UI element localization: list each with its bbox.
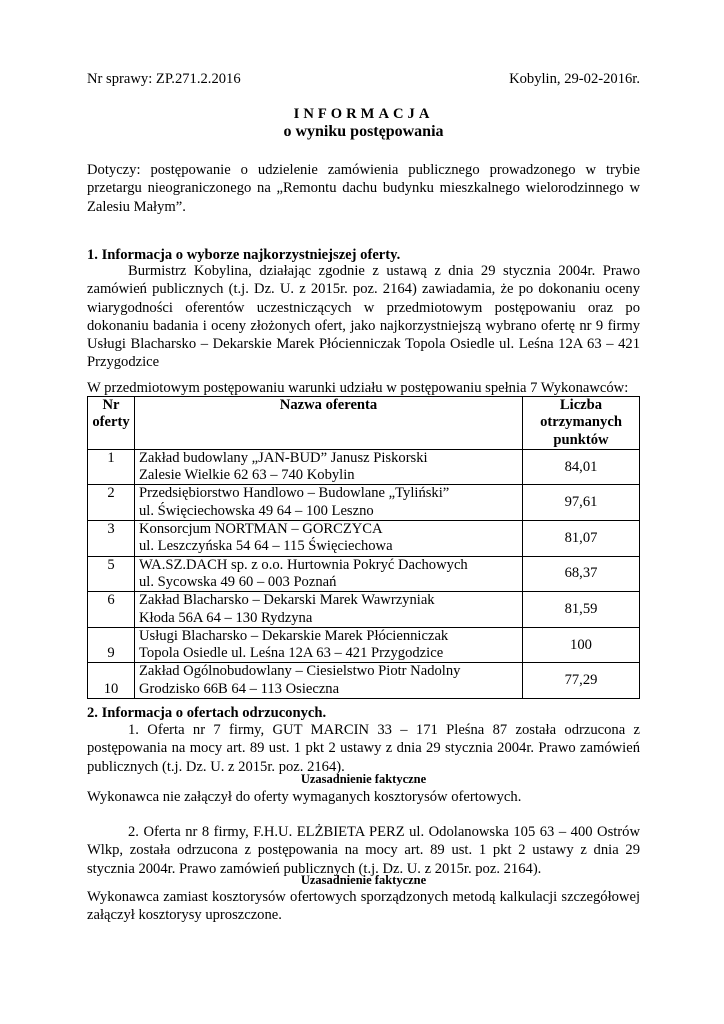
row-name: [135, 627, 523, 663]
row-name: [135, 556, 523, 592]
row-points: 68,37: [523, 556, 640, 592]
table-intro: W przedmiotowym postępowaniu warunki udziału w postępowaniu spełnia 7 Wykonawców:: [87, 380, 629, 396]
row-points: 77,29: [523, 663, 640, 699]
row-name-line2: Grodzisko 66B 64 – 113 Osieczna: [139, 680, 340, 697]
row-nr: 5: [88, 556, 135, 592]
section1-heading: 1. Informacja o wyborze najkorzystniejszej oferty.: [87, 247, 401, 263]
table-header-row: [88, 397, 640, 450]
row-nr: 1: [88, 449, 135, 485]
row-nr: 3: [88, 521, 135, 557]
row-name-line2: Zalesie Wielkie 62 63 – 740 Kobylin: [139, 467, 355, 484]
rejected-offer-1: 1. Oferta nr 7 firmy, GUT MARCIN 33 – 171 Pleśna 87 została odrzucona z postępowania na mocy art. 89 ust. 1 pkt 2 ustawy z dnia 29 stycznia 2004r. Prawo zamówień publicznych (t.j. Dz. U. z 2015r. poz. 2164).: [87, 722, 640, 775]
header-name: Nazwa oferenta: [135, 397, 523, 450]
row-nr: 2: [88, 485, 135, 521]
case-number: Nr sprawy: ZP.271.2.2016: [87, 71, 241, 87]
row-points: 100: [523, 627, 640, 663]
row-points: 97,61: [523, 485, 640, 521]
row-name-line2: ul. Święciechowska 49 64 – 100 Leszno: [139, 502, 374, 519]
row-nr: 10: [88, 663, 135, 699]
row-name: [135, 521, 523, 557]
section1-body: Burmistrz Kobylina, działając zgodnie z ustawą z dnia 29 stycznia 2004r. Prawo zamówień publicznych (t.j. Dz. U. z 2015r. poz. 2164) zawiadamia, że po dokonaniu oceny wiarygodności oferentów uczestniczących w przedmiotowym postępowaniu oraz po dokonaniu badania i oceny złożonych ofert, jako najkorzystniejszą wybrano ofertę nr 9 firmy Usługi Blacharsko – Dekarskie Marek Płócienniczak Topola Osiedle ul. Leśna 12A 63 – 421 Przygodzice: [87, 263, 640, 371]
row-name: [135, 592, 523, 628]
document-subtitle: o wyniku postępowania: [283, 123, 444, 140]
table-row: [88, 485, 640, 521]
subject-paragraph: Dotyczy: postępowanie o udzielenie zamówienia publicznego prowadzonego w trybie przetargu nieograniczonego na „Remontu dachu budynku mieszkalnego wielorodzinnego w Zalesiu Małym”.: [87, 162, 640, 215]
row-name-line1: Usługi Blacharsko – Dekarskie Marek Płócienniczak: [139, 627, 449, 644]
row-name-line1: Konsorcjum NORTMAN – GORCZYCA: [139, 521, 383, 538]
row-nr: 6: [88, 592, 135, 628]
row-nr: 9: [88, 627, 135, 663]
place-date: Kobylin, 29-02-2016r.: [509, 71, 640, 87]
justification-2-heading: Uzasadnienie faktyczne: [300, 873, 427, 887]
row-points: 84,01: [523, 449, 640, 485]
justification-1-heading: Uzasadnienie faktyczne: [300, 772, 427, 786]
row-name-line1: Przedsiębiorstwo Handlowo – Budowlane „Tyliński”: [139, 485, 450, 502]
row-name-line1: Zakład budowlany „JAN-BUD” Janusz Piskorski: [139, 449, 428, 466]
row-name-line2: ul. Leszczyńska 54 64 – 115 Święciechowa: [139, 538, 393, 555]
row-name-line1: Zakład Ogólnobudowlany – Ciesielstwo Piotr Nadolny: [139, 663, 461, 680]
row-name: [135, 663, 523, 699]
document-header: [87, 70, 640, 88]
section2-heading: 2. Informacja o ofertach odrzuconych.: [87, 705, 327, 721]
offers-table: [87, 396, 640, 699]
table-row: [88, 556, 640, 592]
row-points: 81,07: [523, 521, 640, 557]
row-name-line1: Zakład Blacharsko – Dekarski Marek Wawrzyniak: [139, 592, 435, 609]
row-name-line2: Kłoda 56A 64 – 130 Rydzyna: [139, 609, 313, 626]
row-name-line2: ul. Sycowska 49 60 – 003 Poznań: [139, 573, 337, 590]
table-row: [88, 663, 640, 699]
header-points: Liczba otrzymanych punktów: [523, 397, 640, 450]
justification-2-text: Wykonawca zamiast kosztorysów ofertowych sporządzonych metodą kalkulacji szczegółowej załączył kosztorysy uproszczone.: [87, 889, 640, 924]
row-points: 81,59: [523, 592, 640, 628]
table-row: [88, 521, 640, 557]
header-nr: Nr oferty: [88, 397, 135, 450]
row-name: [135, 449, 523, 485]
table-row: [88, 449, 640, 485]
row-name-line2: Topola Osiedle ul. Leśna 12A 63 – 421 Przygodzice: [139, 645, 444, 662]
document-title: INFORMACJA: [293, 106, 434, 122]
table-row: [88, 627, 640, 663]
rejected-offer-2: 2. Oferta nr 8 firmy, F.H.U. ELŻBIETA PERZ ul. Odolanowska 105 63 – 400 Ostrów Wlkp, została odrzucona z postępowania na mocy art. 89 ust. 1 pkt 2 ustawy z dnia 29 stycznia 2004r. Prawo zamówień publicznych (t.j. Dz. U. z 2015r. poz. 2164).: [87, 824, 640, 877]
justification-1-text: Wykonawca nie załączył do oferty wymaganych kosztorysów ofertowych.: [87, 789, 522, 805]
row-name-line1: WA.SZ.DACH sp. z o.o. Hurtownia Pokryć Dachowych: [139, 556, 468, 573]
row-name: [135, 485, 523, 521]
table-row: [88, 592, 640, 628]
